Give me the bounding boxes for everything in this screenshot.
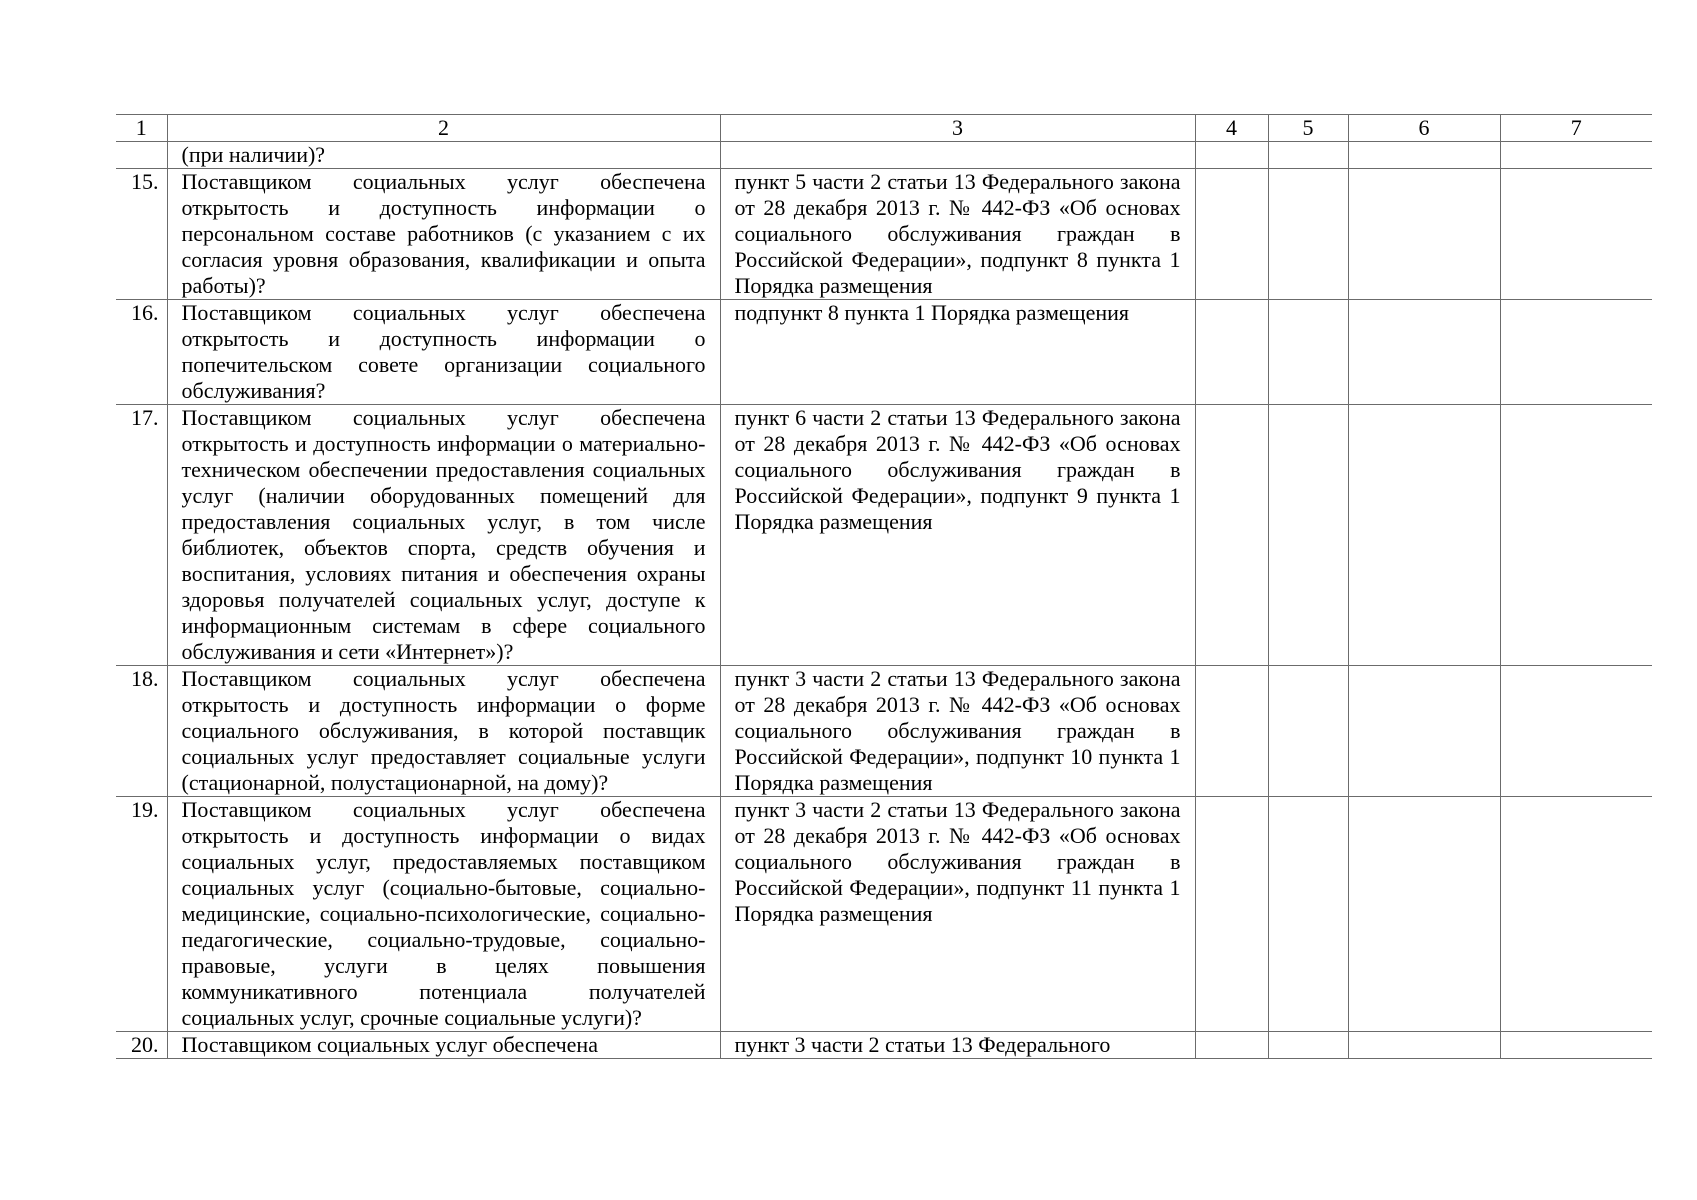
answer-cell-not-applicable bbox=[1348, 1032, 1500, 1059]
answer-cell-no bbox=[1268, 666, 1348, 797]
answer-cell-yes bbox=[1195, 142, 1268, 169]
column-header: 1 bbox=[116, 115, 167, 142]
answer-cell-not-applicable bbox=[1348, 405, 1500, 666]
legal-reference-cell: пункт 3 части 2 статьи 13 Федерального закона от 28 декабря 2013 г. № 442-ФЗ «Об основах социального обслуживания граждан в Российской Федерации», подпункт 11 пункта 1 Порядка размещения bbox=[720, 797, 1195, 1032]
question-cell: (при наличии)? bbox=[167, 142, 720, 169]
answer-cell-not-applicable bbox=[1348, 797, 1500, 1032]
answer-cell-yes bbox=[1195, 1032, 1268, 1059]
answer-cell-yes bbox=[1195, 797, 1268, 1032]
answer-cell-not-applicable bbox=[1348, 666, 1500, 797]
answer-cell-no bbox=[1268, 405, 1348, 666]
question-cell: Поставщиком социальных услуг обеспечена открытость и доступность информации о попечительском совете организации социального обслуживания? bbox=[167, 300, 720, 405]
table-row bbox=[116, 1032, 1652, 1059]
notes-cell bbox=[1500, 142, 1652, 169]
legal-reference-cell: пункт 3 части 2 статьи 13 Федерального закона от 28 декабря 2013 г. № 442-ФЗ «Об основах социального обслуживания граждан в Российской Федерации», подпункт 10 пункта 1 Порядка размещения bbox=[720, 666, 1195, 797]
answer-cell-not-applicable bbox=[1348, 169, 1500, 300]
table-row bbox=[116, 666, 1652, 797]
table-row bbox=[116, 405, 1652, 666]
table-row bbox=[116, 142, 1652, 169]
column-number-header-row bbox=[116, 115, 1652, 142]
row-number: 18. bbox=[116, 666, 167, 797]
row-number: 20. bbox=[116, 1032, 167, 1059]
notes-cell bbox=[1500, 300, 1652, 405]
notes-cell bbox=[1500, 405, 1652, 666]
notes-cell bbox=[1500, 1032, 1652, 1059]
row-number: 15. bbox=[116, 169, 167, 300]
row-number: 19. bbox=[116, 797, 167, 1032]
answer-cell-yes bbox=[1195, 666, 1268, 797]
checklist-table bbox=[116, 114, 1652, 1059]
legal-reference-cell bbox=[720, 142, 1195, 169]
row-number bbox=[116, 142, 167, 169]
answer-cell-yes bbox=[1195, 169, 1268, 300]
legal-reference-cell: пункт 6 части 2 статьи 13 Федерального закона от 28 декабря 2013 г. № 442-ФЗ «Об основах социального обслуживания граждан в Российской Федерации», подпункт 9 пункта 1 Порядка размещения bbox=[720, 405, 1195, 666]
row-number: 17. bbox=[116, 405, 167, 666]
answer-cell-no bbox=[1268, 169, 1348, 300]
question-cell: Поставщиком социальных услуг обеспечена открытость и доступность информации о видах социальных услуг, предоставляемых поставщиком социальных услуг (социально-бытовые, социально-медицинские, социально-психологические, социально-педагогические, социально-трудовые, социально-правовые, услуги в целях повышения коммуникативного потенциала получателей социальных услуг, срочные социальные услуги)? bbox=[167, 797, 720, 1032]
notes-cell bbox=[1500, 169, 1652, 300]
column-header: 3 bbox=[720, 115, 1195, 142]
answer-cell-no bbox=[1268, 1032, 1348, 1059]
answer-cell-not-applicable bbox=[1348, 300, 1500, 405]
legal-reference-cell: пункт 3 части 2 статьи 13 Федерального bbox=[720, 1032, 1195, 1059]
column-header: 7 bbox=[1500, 115, 1652, 142]
notes-cell bbox=[1500, 797, 1652, 1032]
column-header: 2 bbox=[167, 115, 720, 142]
table-row bbox=[116, 300, 1652, 405]
column-header: 5 bbox=[1268, 115, 1348, 142]
legal-reference-cell: подпункт 8 пункта 1 Порядка размещения bbox=[720, 300, 1195, 405]
row-number: 16. bbox=[116, 300, 167, 405]
legal-reference-cell: пункт 5 части 2 статьи 13 Федерального закона от 28 декабря 2013 г. № 442-ФЗ «Об основах социального обслуживания граждан в Российской Федерации», подпункт 8 пункта 1 Порядка размещения bbox=[720, 169, 1195, 300]
table-row bbox=[116, 797, 1652, 1032]
notes-cell bbox=[1500, 666, 1652, 797]
answer-cell-yes bbox=[1195, 405, 1268, 666]
answer-cell-no bbox=[1268, 797, 1348, 1032]
question-cell: Поставщиком социальных услуг обеспечена открытость и доступность информации о материально-техническом обеспечении предоставления социальных услуг (наличии оборудованных помещений для предоставления социальных услуг, в том числе библиотек, объектов спорта, средств обучения и воспитания, условиях питания и обеспечения охраны здоровья получателей социальных услуг, доступе к информационным системам в сфере социального обслуживания и сети «Интернет»)? bbox=[167, 405, 720, 666]
answer-cell-no bbox=[1268, 142, 1348, 169]
column-header: 6 bbox=[1348, 115, 1500, 142]
question-cell: Поставщиком социальных услуг обеспечена bbox=[167, 1032, 720, 1059]
question-cell: Поставщиком социальных услуг обеспечена открытость и доступность информации о форме социального обслуживания, в которой поставщик социальных услуг предоставляет социальные услуги (стационарной, полустационарной, на дому)? bbox=[167, 666, 720, 797]
table-row bbox=[116, 169, 1652, 300]
answer-cell-not-applicable bbox=[1348, 142, 1500, 169]
question-cell: Поставщиком социальных услуг обеспечена открытость и доступность информации о персональном составе работников (с указанием с их согласия уровня образования, квалификации и опыта работы)? bbox=[167, 169, 720, 300]
answer-cell-yes bbox=[1195, 300, 1268, 405]
column-header: 4 bbox=[1195, 115, 1268, 142]
answer-cell-no bbox=[1268, 300, 1348, 405]
